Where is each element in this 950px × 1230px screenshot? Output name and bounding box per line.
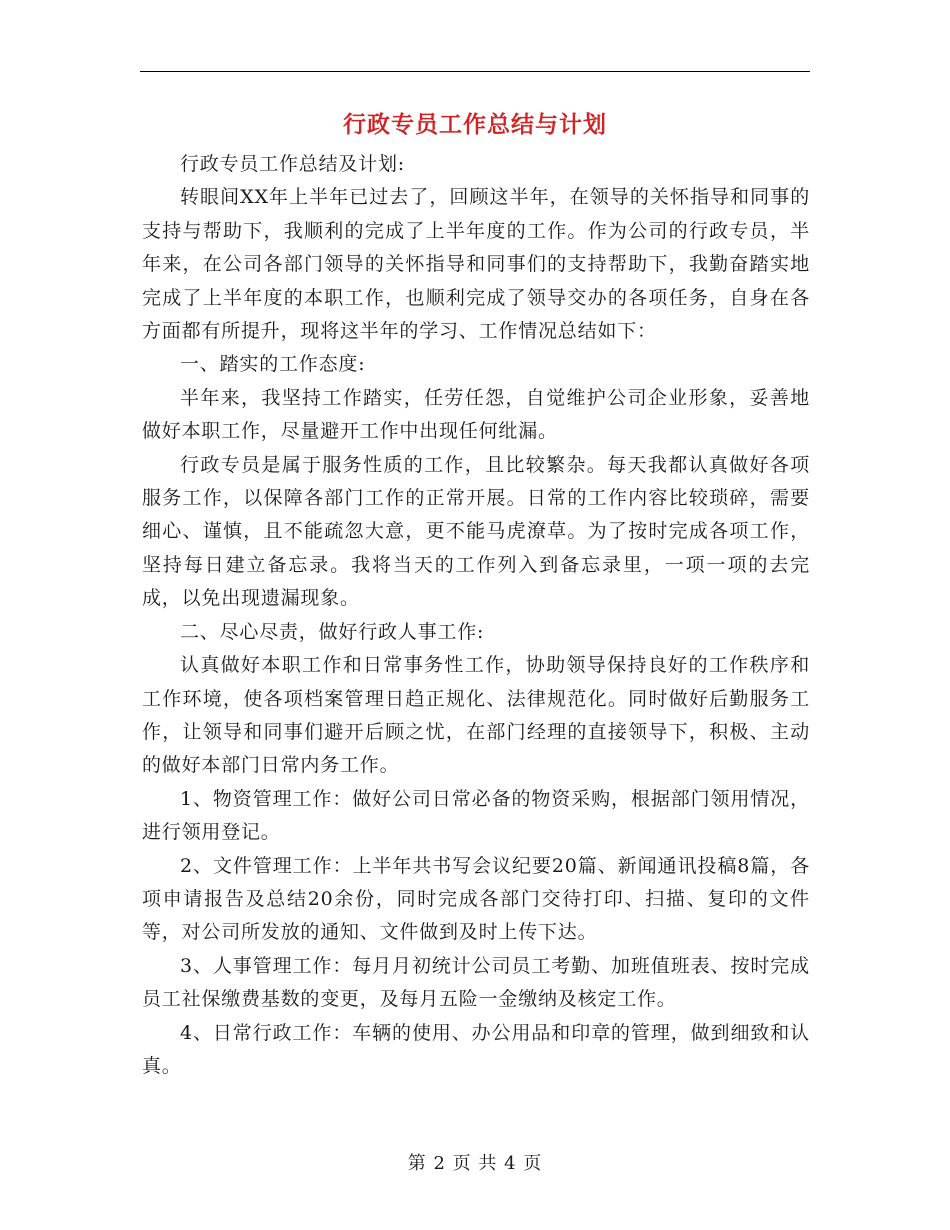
paragraph-intro: 行政专员工作总结及计划: — [180, 153, 406, 175]
section-heading: 二、尽心尽责，做好行政人事工作: — [180, 620, 485, 643]
section-heading: 一、踏实的工作态度: — [180, 353, 366, 376]
paragraph: 半年来，我坚持工作踏实，任劳任怨，自觉维护公司企业形象，妥善地做好本职工作，尽量避开工作中出现任何纰漏。 — [142, 386, 810, 443]
list-item: 3、人事管理工作：每月月初统计公司员工考勤、加班值班表、按时完成员工社保缴费基数的变更，及每月五险一金缴纳及核定工作。 — [142, 954, 810, 1011]
paragraph: 认真做好本职工作和日常事务性工作，协助领导保持良好的工作秩序和工作环境，使各项档案管理日趋正规化、法律规范化。同时做好后勤服务工作，让领导和同事们避开后顾之忧，在部门经理的直接领导下，积极、主动的做好本部门日常内务工作。 — [142, 654, 810, 777]
paragraph: 转眼间XX年上半年已过去了，回顾这半年，在领导的关怀指导和同事的支持与帮助下，我顺利的完成了上半年度的工作。作为公司的行政专员，半年来，在公司各部门领导的关怀指导和同事们的支持帮助下，我勤奋踏实地完成了上半年度的本职工作，也顺利完成了领导交办的各项任务，自身在各方面都有所提升，现将这半年的学习、工作情况总结如下： — [142, 186, 810, 343]
list-item: 4、日常行政工作：车辆的使用、办公用品和印章的管理，做到细致和认真。 — [142, 1021, 810, 1077]
document-title: 行政专员工作总结与计划 — [343, 111, 607, 138]
page-number-footer: 第 2 页 共 4 页 — [407, 1153, 543, 1174]
document-body — [142, 148, 810, 1083]
list-item: 1、物资管理工作：做好公司日常必备的物资采购，根据部门领用情况，进行领用登记。 — [142, 787, 810, 844]
header-rule — [140, 71, 810, 72]
paragraph: 行政专员是属于服务性质的工作，且比较繁杂。每天我都认真做好各项服务工作，以保障各部门工作的正常开展。日常的工作内容比较琐碎，需要细心、谨慎，且不能疏忽大意，更不能马虎潦草。为了按时完成各项工作，坚持每日建立备忘录。我将当天的工作列入到备忘录里，一项一项的去完成，以免出现遗漏现象。 — [142, 453, 810, 610]
list-item: 2、文件管理工作：上半年共书写会议纪要20篇、新闻通讯投稿8篇，各项申请报告及总结20余份，同时完成各部门交待打印、扫描、复印的文件等，对公司所发放的通知、文件做到及时上传下达。 — [142, 854, 810, 944]
